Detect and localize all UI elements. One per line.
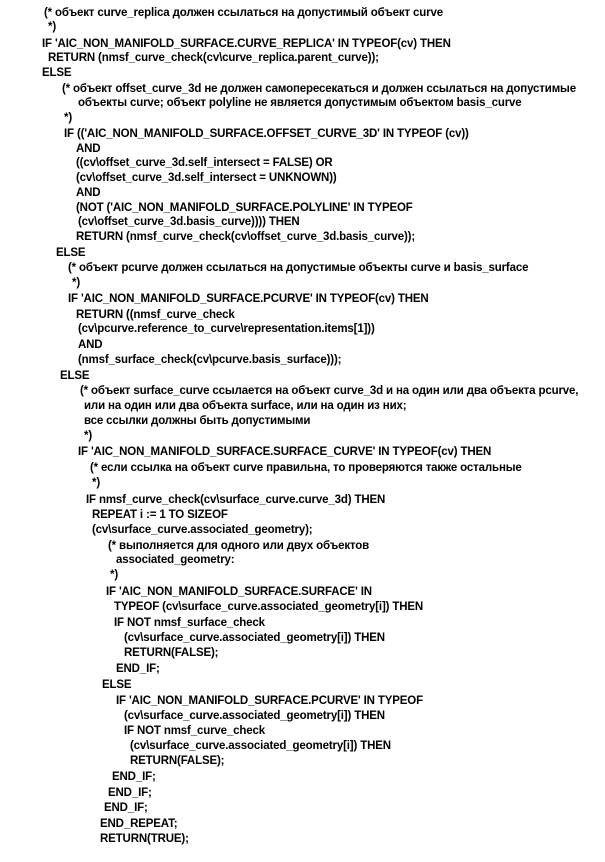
code-line: (NOT ('AIC_NON_MANIFOLD_SURFACE.POLYLINE' IN TYPEOF [76,202,413,214]
code-line: ELSE [102,679,132,691]
code-line: TYPEOF (cv\surface_curve.associated_geometry[i]) THEN [114,601,424,613]
code-line: END_IF; [108,787,152,799]
code-line: *) [72,277,81,289]
code-line: END_IF; [116,663,160,675]
code-line: (cv\offset_curve_3d.basis_curve)))) THEN [78,216,300,228]
code-line: (* объект offset_curve_3d не должен самопересекаться и должен ссылаться на допустимые [62,83,576,95]
code-line: IF NOT nmsf_surface_check [114,617,265,629]
code-line: END_REPEAT; [100,818,178,830]
code-line: все ссылки должны быть допустимыми [84,415,311,427]
code-line: REPEAT i := 1 TO SIZEOF [92,509,228,521]
code-line: ELSE [42,67,72,79]
code-line: (cv\surface_curve.associated_geometry[i]) THEN [124,632,385,644]
code-line: AND [76,143,101,155]
code-line: AND [78,339,103,351]
code-line: *) [110,569,119,581]
code-line: или на один или два объекта surface, или на один из них; [84,400,407,412]
code-line: (cv\pcurve.reference_to_curve\representation.items[1])) [78,323,375,335]
code-line: IF (('AIC_NON_MANIFOLD_SURFACE.OFFSET_CURVE_3D' IN TYPEOF (cv)) [64,128,469,140]
code-line: END_IF; [104,802,148,814]
code-line: (cv\surface_curve.associated_geometry[i]) THEN [124,710,385,722]
code-line: объекты curve; объект polyline не является допустимым объектом basis_curve [78,97,522,109]
code-line: END_IF; [112,771,156,783]
code-line: (nmsf_surface_check(cv\pcurve.basis_surface))); [78,354,342,366]
code-line: (cv\surface_curve.associated_geometry[i]) THEN [130,740,391,752]
code-line: *) [84,430,93,442]
code-line: (* если ссылка на объект curve правильна, то проверяются также остальные [90,462,522,474]
code-line: *) [64,112,73,124]
code-line: IF 'AIC_NON_MANIFOLD_SURFACE.CURVE_REPLICA' IN TYPEOF(cv) THEN [42,38,451,50]
code-line: IF 'AIC_NON_MANIFOLD_SURFACE.SURFACE_CURVE' IN TYPEOF(cv) THEN [78,446,492,458]
code-line: (* объект pcurve должен ссылаться на допустимые объекты curve и basis_surface [68,262,529,274]
code-line: (* объект curve_replica должен ссылаться на допустимый объект curve [44,7,443,19]
code-line: RETURN(FALSE); [124,647,219,659]
code-line: RETURN (nmsf_curve_check(cv\curve_replica.parent_curve)); [48,52,379,64]
code-line: RETURN (nmsf_curve_check(cv\offset_curve_3d.basis_curve)); [76,231,415,243]
code-line: *) [92,477,101,489]
code-line: associated_geometry: [116,554,235,566]
code-line: (cv\offset_curve_3d.self_intersect = UNKNOWN)) [76,172,337,184]
code-line: (* объект surface_curve ссылается на объект curve_3d и на один или два объекта pcurve, [80,385,579,397]
code-line: RETURN(FALSE); [130,755,225,767]
code-line: ((cv\offset_curve_3d.self_intersect = FALSE) OR [76,157,333,169]
code-line: *) [48,21,57,33]
code-line: IF 'AIC_NON_MANIFOLD_SURFACE.PCURVE' IN TYPEOF [116,695,423,707]
code-line: RETURN ((nmsf_curve_check [76,309,235,321]
code-line: (cv\surface_curve.associated_geometry); [92,524,313,536]
code-line: ELSE [56,247,86,259]
code-line: IF 'AIC_NON_MANIFOLD_SURFACE.SURFACE' IN [106,586,372,598]
code-line: IF NOT nmsf_curve_check [124,725,265,737]
code-line: IF nmsf_curve_check(cv\surface_curve.curve_3d) THEN [86,494,386,506]
code-line: RETURN(TRUE); [100,833,189,845]
code-line: AND [76,187,101,199]
code-line: (* выполняется для одного или двух объектов [108,540,370,552]
code-line: ELSE [60,370,90,382]
code-line: IF 'AIC_NON_MANIFOLD_SURFACE.PCURVE' IN TYPEOF(cv) THEN [68,293,429,305]
